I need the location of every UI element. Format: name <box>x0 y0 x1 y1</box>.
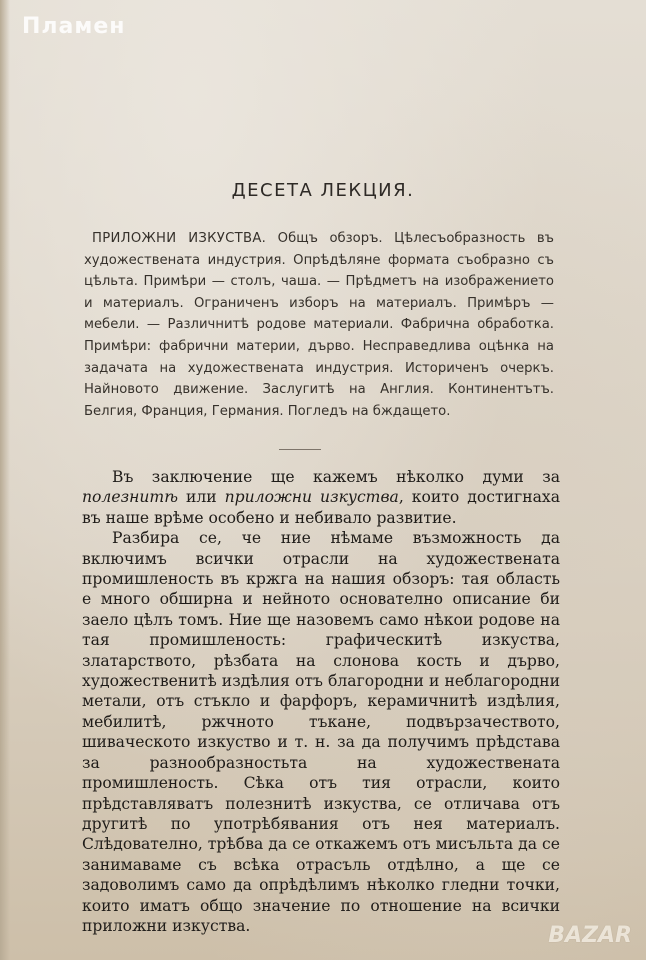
book-spine-shadow <box>0 0 10 960</box>
paragraph-2: Разбира се, че ние нѣмаме възможность да включимъ всички отрасли на художествената промишленость въ кржга на нашия обзоръ: тая область е много обширна и нейното основателно описание би заело цѣлъ томъ. Ние ще назовемъ само нѣкои родове на тая промишленость: графическитѣ изкуства, златарството, рѣзбата на слонова кость и дърво, художественитѣ издѣлия отъ благородни и неблагородни метали, отъ стъкло и фарфоръ, керамичнитѣ издѣлия, мебилитѣ, ржчното тъкане, подвързачеството, шиваческото изкуство и т. н. за да получимъ прѣдстава за разнообразностьта на художествената промишленость. Сѣка отъ тия отрасли, които прѣдставляватъ полезнитѣ изкуства, се отличава отъ другитѣ по употрѣбявания отъ нея материалъ. Слѣдователно, трѣбва да се откажемъ отъ мисъльта да се занимаваме съ всѣка отрасъль отдѣлно, а ще се задоволимъ само да опрѣдѣлимъ нѣколко гледни точки, които иматъ общо значение по отношение на всички приложни изкуства. <box>82 529 560 935</box>
summary-lead: ПРИЛОЖНИ ИЗКУСТВА. <box>92 231 267 246</box>
paragraph-1-text-a: Въ заключение ще кажемъ нѣколко думи за <box>112 468 560 486</box>
watermark-bazar-logo: BAZAR <box>548 923 632 948</box>
lecture-title: ДЕСЕТА ЛЕКЦИЯ. <box>231 180 415 201</box>
paragraph-1-italic-b: приложни изкуства <box>224 488 399 507</box>
paragraph-1-text-c: , които достигнаха въ наше врѣме особено и небивало развитие. <box>82 488 561 527</box>
body-text <box>82 467 560 936</box>
paragraph-1-text-b: или <box>177 488 225 507</box>
paragraph-1-italic-a: полезнитѣ <box>82 488 178 507</box>
summary-text: Общъ обзоръ. Цѣлесъобразность въ художествената индустрия. Опрѣдѣляне формата съобразно съ цѣльта. Примѣри — столъ, чаша. — Прѣдметъ на изображението и материалъ. Ограниченъ изборъ на материалъ. Примѣръ — мебели. — Различнитѣ родове материали. Фабрична обработка. Примѣри: фабрични материи, дърво. Несправедлива оцѣнка на задачата на художествената индустрия. Историченъ очеркъ. Найновото движение. Заслугитѣ на Англия. Континентътъ. Белгия, Франция, Германия. Погледъ на бждащето. <box>84 231 554 419</box>
lecture-summary <box>84 228 554 422</box>
watermark-seller-name: Пламен <box>22 14 126 39</box>
section-separator <box>279 449 321 450</box>
paragraph-1 <box>82 467 560 528</box>
